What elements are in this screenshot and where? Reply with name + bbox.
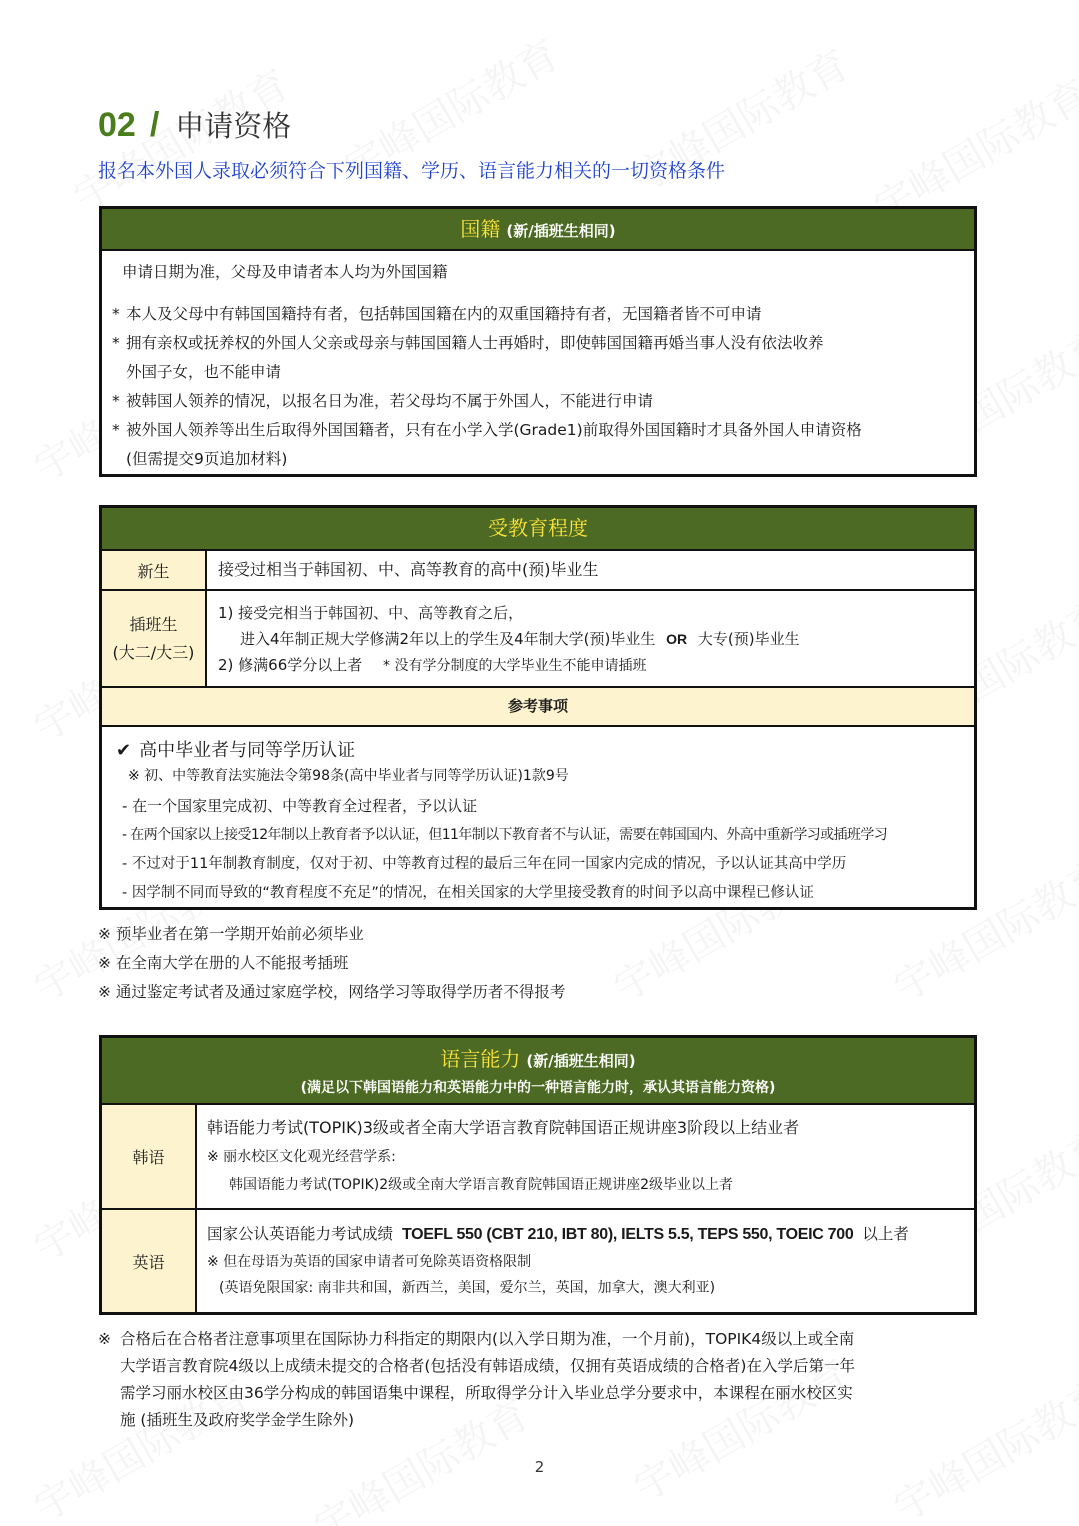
- bullet-star: *: [112, 334, 120, 352]
- nationality-item-cont: 外国子女，也不能申请: [126, 363, 282, 381]
- page-number: 2: [534, 1458, 545, 1476]
- section-header: [98, 104, 291, 145]
- or-keyword: OR: [666, 631, 688, 647]
- bullet-star: *: [112, 305, 120, 323]
- korean-note: ※ 丽水校区文化观光经营学系:: [207, 1149, 396, 1165]
- language-subtitle: (满足以下韩国语能力和英语能力中的一种语言能力时，承认其语言能力资格): [300, 1080, 776, 1096]
- transfer-student-text: [207, 591, 974, 686]
- korean-note-detail: 韩国语能力考试(TOPIK)2级或全南大学语言教育院韩国语正规讲座2级毕业以上者: [229, 1177, 734, 1193]
- reference-content: [102, 727, 974, 908]
- nationality-item: * 拥有亲权或抚养权的外国人父亲或母亲与韩国国籍人士再婚时，即使韩国国籍再婚当事人没有依法收养: [112, 329, 974, 358]
- note-line: ※ 在全南大学在册的人不能报考插班: [98, 954, 349, 972]
- reference-item: - 不过对于11年制教育制度，仅对于初、中等教育过程的最后三年在同一国家内完成的情况，予以认证其高中学历: [122, 856, 847, 872]
- nationality-item: * 本人及父母中有韩国国籍持有者，包括韩国国籍在内的双重国籍持有者，无国籍者皆不可申请: [112, 300, 974, 329]
- language-title-note: (新/插班生相同): [526, 1052, 636, 1070]
- final-note-line: 施 (插班生及政府奖学金学生除外): [120, 1411, 355, 1429]
- final-note-line: 需学习丽水校区由36学分构成的韩国语集中课程，所取得学分计入毕业总学分要求中，本课程在丽水校区实: [120, 1384, 853, 1402]
- nationality-item: * 被外国人领养等出生后取得外国国籍者，只有在小学入学(Grade1)前取得外国国籍时才具备外国人申请资格: [112, 416, 974, 445]
- nationality-title: 国籍: [460, 217, 501, 241]
- reference-heading: ✔ 高中毕业者与同等学历认证: [116, 740, 356, 761]
- language-header: [102, 1038, 974, 1105]
- new-student-text: 接受过相当于韩国初、中、高等教育的高中(预)毕业生: [218, 560, 599, 579]
- language-box: [99, 1035, 977, 1315]
- education-header: [102, 508, 974, 551]
- korean-text: [197, 1105, 974, 1208]
- education-row-transfer: [102, 591, 974, 688]
- final-note: [98, 1326, 988, 1434]
- note-line: ※ 通过鉴定考试者及通过家庭学校，网络学习等取得学历者不得报考: [98, 983, 566, 1001]
- nationality-content: [102, 251, 974, 474]
- nationality-header: [102, 209, 974, 251]
- nationality-intro: 申请日期为准，父母及申请者本人均为外国国籍: [122, 263, 448, 281]
- language-title: 语言能力: [440, 1047, 521, 1071]
- reference-law: ※ 初、中等教育法实施法令第98条(高中毕业者与同等学历认证)1款9号: [128, 768, 569, 784]
- final-note-mark: ※: [98, 1330, 111, 1348]
- english-main: 国家公认英语能力考试成绩 TOEFL 550 (CBT 210, IBT 80), IELTS 5.5, TEPS 550, TOEIC 700 以上者: [207, 1225, 909, 1243]
- transfer-student-label: 插班生 (大二/大三): [102, 591, 207, 686]
- section-slash: /: [149, 106, 160, 144]
- section-subtitle: 报名本外国人录取必须符合下列国籍、学历、语言能力相关的一切资格条件: [98, 160, 726, 182]
- nationality-title-note: (新/插班生相同): [506, 222, 616, 240]
- education-box: [99, 505, 977, 910]
- korean-label: 韩语: [102, 1105, 197, 1208]
- check-icon: ✔: [116, 740, 132, 761]
- reference-item: - 因学制不同而导致的“教育程度不充足”的情况，在相关国家的大学里接受教育的时间予以高中课程已修认证: [122, 885, 814, 901]
- english-scores: TOEFL 550 (CBT 210, IBT 80), IELTS 5.5, TEPS 550, TOEIC 700: [401, 1226, 854, 1243]
- transfer-condition-2: 2) 修满66学分以上者 * 没有学分制度的大学毕业生不能申请插班: [218, 656, 647, 674]
- nationality-box: [99, 206, 977, 477]
- final-note-line: 合格后在合格者注意事项里在国际协力科指定的期限内(以入学日期为准，一个月前)，TOPIK4级以上或全南: [120, 1330, 855, 1348]
- english-text: [197, 1210, 974, 1312]
- korean-main: 韩语能力考试(TOPIK)3级或者全南大学语言教育院韩国语正规讲座3阶段以上结业者: [207, 1118, 800, 1137]
- education-row-new: [102, 551, 974, 591]
- final-note-line: 大学语言教育院4级以上成绩未提交的合格者(包括没有韩语成绩，仅拥有英语成绩的合格者)在入学后第一年: [120, 1357, 855, 1375]
- bullet-star: *: [112, 421, 120, 439]
- reference-item: - 在两个国家以上接受12年制以上教育者予以认证，但11年制以下教育者不与认证，需要在韩国国内、外高中重新学习或插班学习: [122, 827, 888, 843]
- nationality-item-cont: (但需提交9页追加材料): [126, 450, 288, 468]
- section-number: 02: [98, 106, 136, 144]
- new-student-label: 新生: [102, 551, 207, 589]
- note-line: ※ 预毕业者在第一学期开始前必须毕业: [98, 925, 364, 943]
- reference-item: - 在一个国家里完成初、中等教育全过程者，予以认证: [122, 797, 478, 815]
- section-title: 申请资格: [175, 109, 292, 143]
- language-row-english: [102, 1210, 974, 1312]
- transfer-note: * 没有学分制度的大学毕业生不能申请插班: [383, 658, 647, 674]
- language-row-korean: [102, 1105, 974, 1210]
- education-title: 受教育程度: [488, 516, 588, 540]
- english-exempt-countries: (英语免限国家: 南非共和国，新西兰，美国，爱尔兰，英国，加拿大，澳大利亚): [219, 1280, 716, 1296]
- transfer-condition-1: 1) 接受完相当于韩国初、中、高等教育之后，: [218, 604, 524, 622]
- bullet-star: *: [112, 392, 120, 410]
- nationality-item: * 被韩国人领养的情况，以报名日为准，若父母均不属于外国人，不能进行申请: [112, 387, 974, 416]
- english-label: 英语: [102, 1210, 197, 1312]
- english-note: ※ 但在母语为英语的国家申请者可免除英语资格限制: [207, 1254, 532, 1270]
- reference-header: 参考事项: [102, 688, 974, 727]
- transfer-condition-1b: 进入4年制正规大学修满2年以上的学生及4年制大学(预)毕业生 OR 大专(预)毕业生: [240, 630, 800, 648]
